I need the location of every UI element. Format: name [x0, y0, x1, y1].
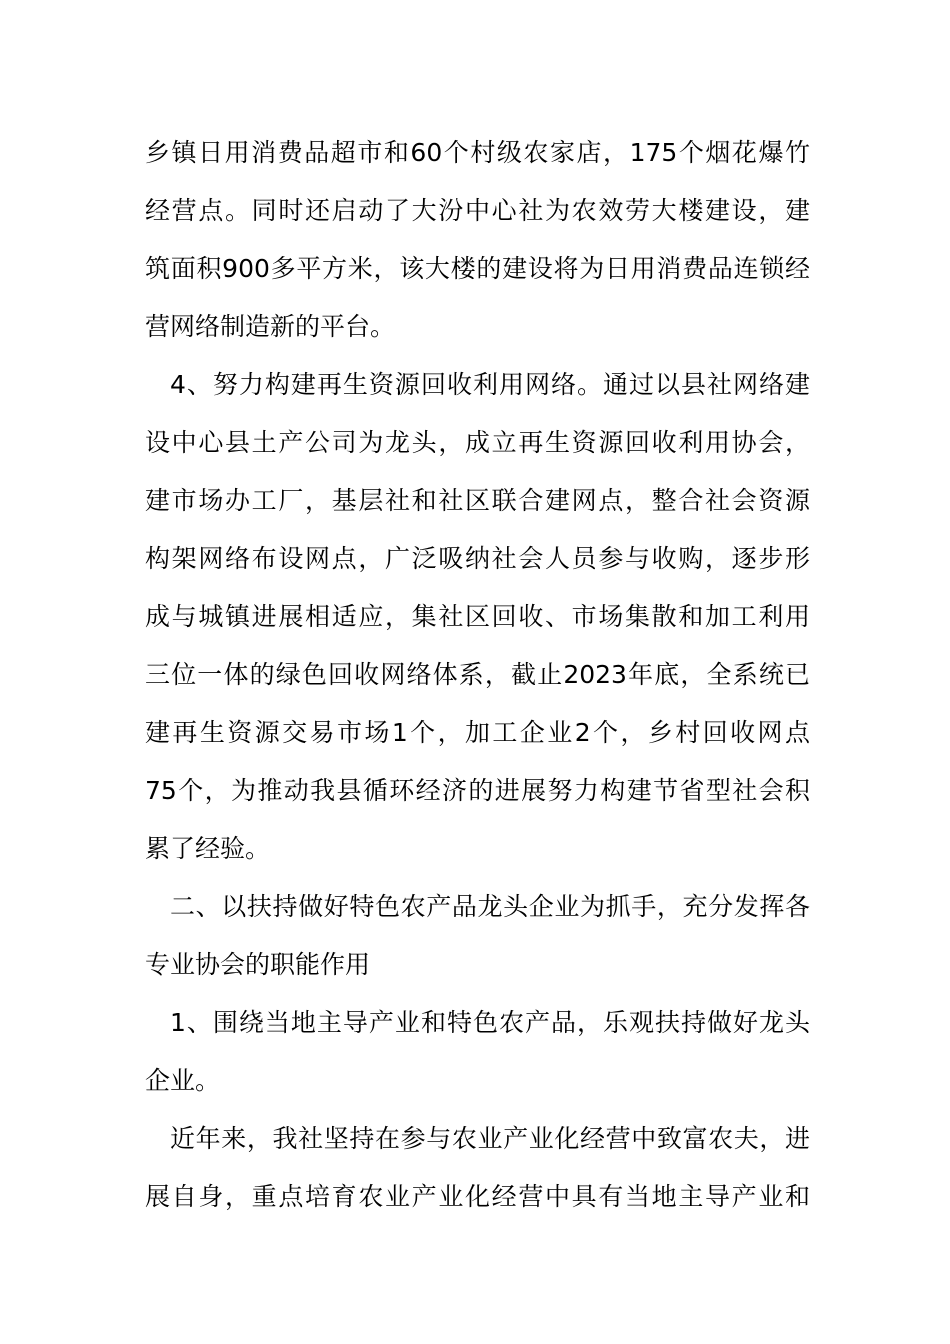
- text-line: 经营点。同时还启动了大汾中心社为农效劳大楼建设，建: [145, 196, 810, 225]
- text-line: 展自身，重点培育农业产业化经营中具有当地主导产业和: [145, 1182, 810, 1211]
- text-line: 4、努力构建再生资源回收利用网络。通过以县社网络建: [170, 370, 810, 399]
- text-line: 1、围绕当地主导产业和特色农产品，乐观扶持做好龙头: [170, 1008, 810, 1037]
- text-line: 成与城镇进展相适应，集社区回收、市场集散和加工利用: [145, 602, 810, 631]
- text-line: 乡镇日用消费品超市和60个村级农家店，175个烟花爆竹: [145, 138, 810, 167]
- body-text: [145, 124, 810, 1226]
- text-line: 设中心县土产公司为龙头，成立再生资源回收利用协会，: [145, 428, 810, 457]
- text-line: 企业。: [145, 1066, 221, 1095]
- text-line: 近年来，我社坚持在参与农业产业化经营中致富农夫，进: [170, 1124, 810, 1153]
- text-line: 营网络制造新的平台。: [145, 312, 396, 341]
- text-line: 筑面积900多平方米，该大楼的建设将为日用消费品连锁经: [145, 254, 810, 283]
- text-line: 75个，为推动我县循环经济的进展努力构建节省型社会积: [145, 776, 810, 805]
- text-line: 建再生资源交易市场1个，加工企业2个，乡村回收网点: [145, 718, 810, 747]
- section-heading-line: 二、以扶持做好特色农产品龙头企业为抓手，充分发挥各: [170, 892, 810, 921]
- text-line: 累了经验。: [145, 834, 271, 863]
- text-line: 三位一体的绿色回收网络体系，截止2023年底，全系统已: [145, 660, 810, 689]
- text-line: 构架网络布设网点，广泛吸纳社会人员参与收购，逐步形: [145, 544, 810, 573]
- text-line: 建市场办工厂，基层社和社区联合建网点，整合社会资源: [145, 486, 810, 515]
- section-heading-line: 专业协会的职能作用: [145, 950, 371, 979]
